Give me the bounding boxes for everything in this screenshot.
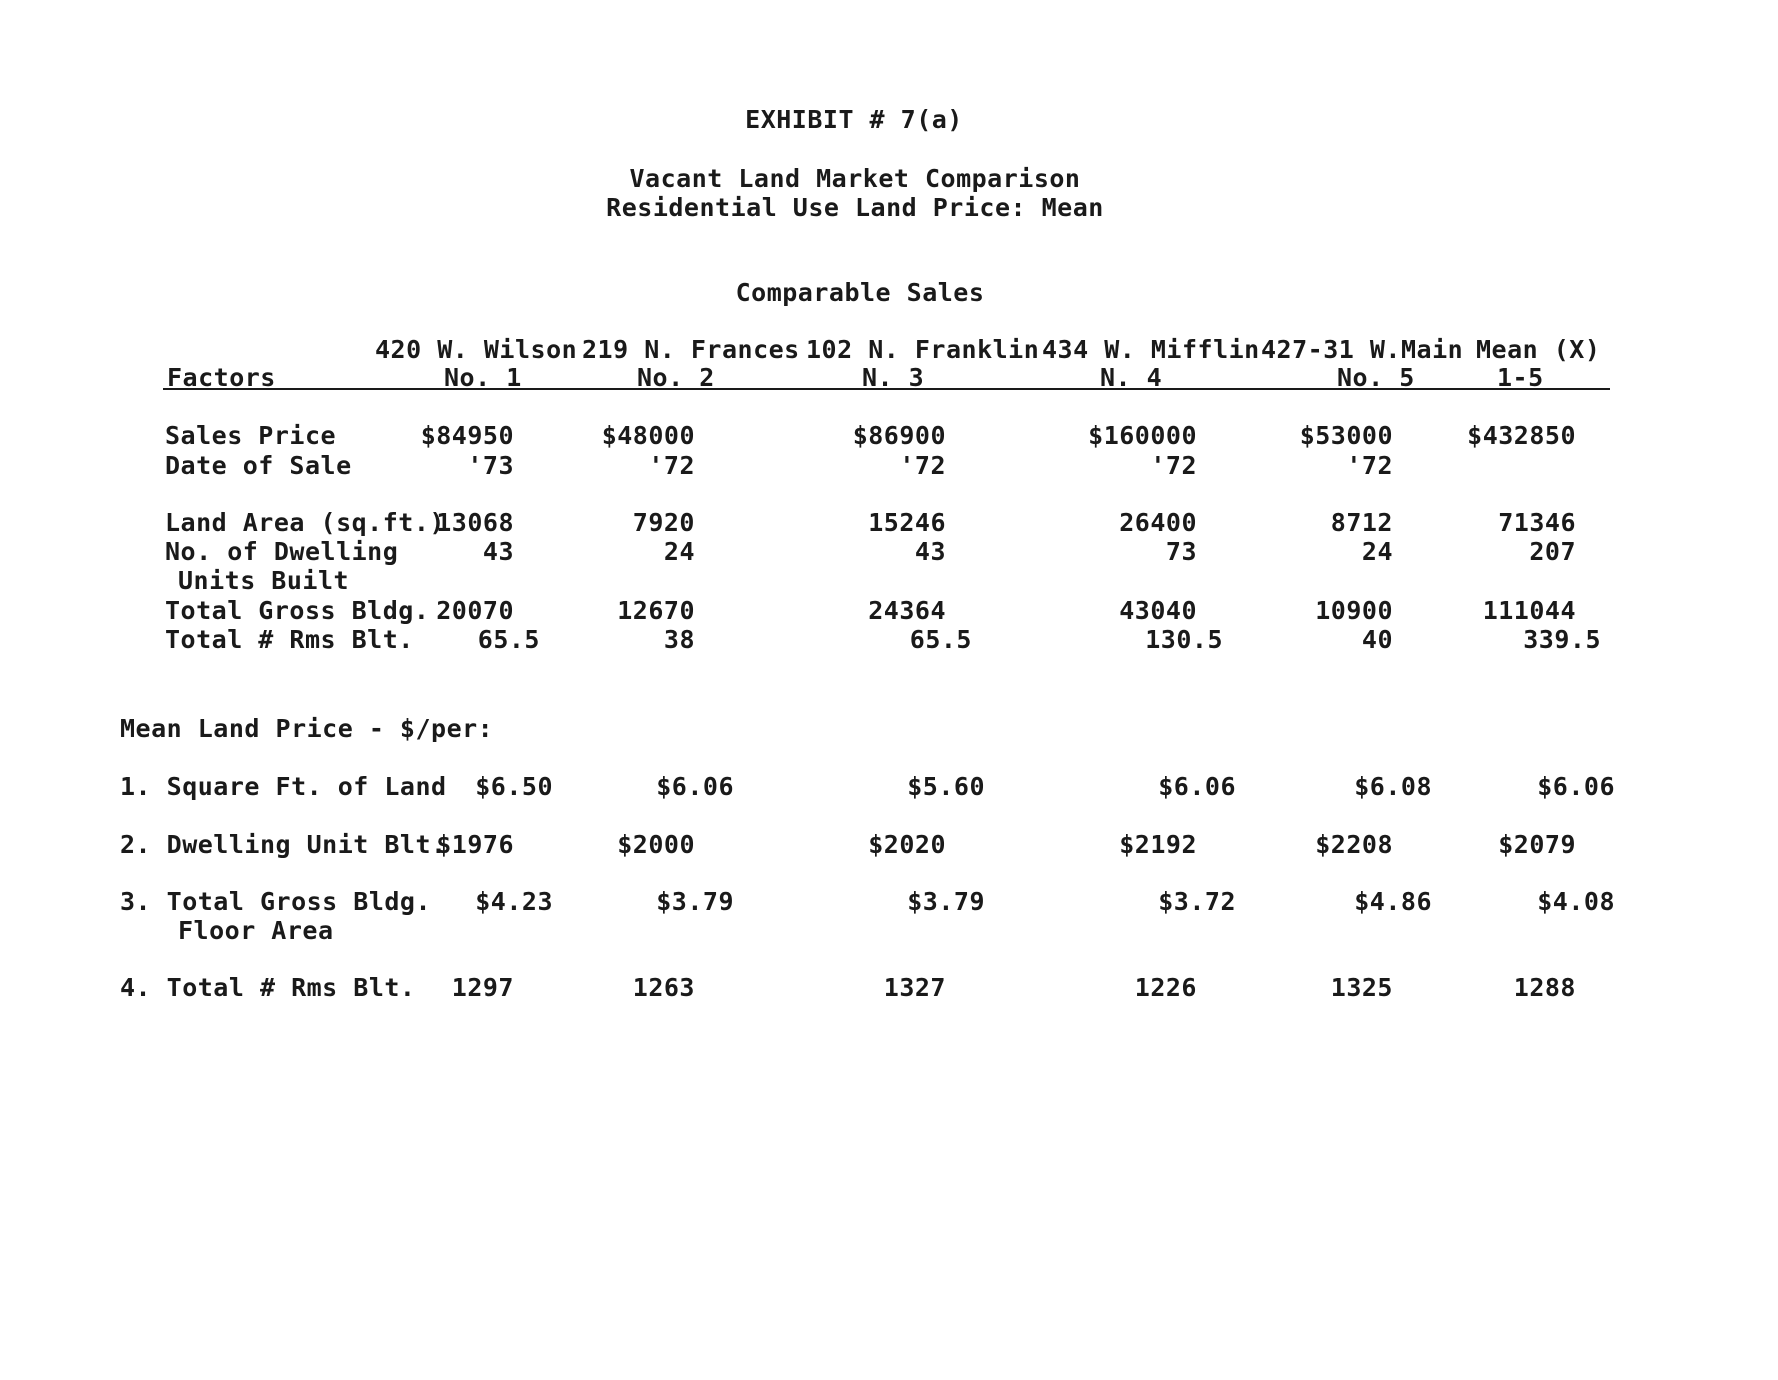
cell-per-gross-bldg-2: $3.79 (656, 887, 734, 916)
column-header-1-number: No. 1 (444, 363, 522, 392)
cell-per-dwelling-unit-6: $2079 (1498, 830, 1576, 859)
cell-per-dwelling-unit-5: $2208 (1315, 830, 1393, 859)
cell-dwelling-units-1: 43 (482, 537, 514, 566)
column-header-6-number: 1-5 (1497, 363, 1544, 392)
cell-dwelling-units-2: 24 (663, 537, 695, 566)
column-header-1-address: 420 W. Wilson (375, 335, 578, 364)
cell-per-room-5: 1325 (1330, 973, 1393, 1002)
cell-sales-price-1: $84950 (420, 421, 514, 450)
row-label-gross-bldg: Total Gross Bldg. (165, 596, 430, 625)
cell-gross-bldg-2: 12670 (617, 596, 695, 625)
cell-dwelling-units-6: 207 (1529, 537, 1576, 566)
column-header-4-address: 434 W. Mifflin (1042, 335, 1260, 364)
cell-per-square-ft-1: $6.50 (475, 772, 553, 801)
cell-gross-bldg-3: 24364 (868, 596, 946, 625)
column-header-5-number: No. 5 (1337, 363, 1415, 392)
cell-per-gross-bldg-4: $3.72 (1158, 887, 1236, 916)
cell-date-of-sale-2: '72 (648, 451, 695, 480)
row-label-per-gross-bldg: 3. Total Gross Bldg. (120, 887, 432, 916)
exhibit-number: EXHIBIT # 7(a) (745, 105, 963, 134)
mean-section-heading: Mean Land Price - $/per: (120, 714, 494, 743)
cell-gross-bldg-6: 111044 (1482, 596, 1576, 625)
column-header-6-address: Mean (X) (1476, 335, 1601, 364)
cell-rooms-2: 38 (663, 625, 695, 654)
cell-land-area-5: 8712 (1330, 508, 1393, 537)
cell-per-dwelling-unit-2: $2000 (617, 830, 695, 859)
cell-land-area-2: 7920 (632, 508, 695, 537)
cell-sales-price-2: $48000 (601, 421, 695, 450)
document-title: Vacant Land Market Comparison (629, 164, 1081, 193)
cell-per-gross-bldg-5: $4.86 (1354, 887, 1432, 916)
row-label-date-of-sale: Date of Sale (165, 451, 352, 480)
cell-date-of-sale-5: '72 (1346, 451, 1393, 480)
cell-dwelling-units-5: 24 (1361, 537, 1393, 566)
cell-gross-bldg-5: 10900 (1315, 596, 1393, 625)
section-heading: Comparable Sales (735, 278, 985, 307)
cell-land-area-3: 15246 (868, 508, 946, 537)
row-label-per-room: 4. Total # Rms Blt. (120, 973, 416, 1002)
cell-sales-price-4: $160000 (1088, 421, 1197, 450)
factors-header: Factors (167, 363, 276, 392)
cell-per-room-2: 1263 (632, 973, 695, 1002)
cell-per-gross-bldg-1: $4.23 (475, 887, 553, 916)
cell-rooms-6: 339.5 (1523, 625, 1601, 654)
cell-gross-bldg-4: 43040 (1119, 596, 1197, 625)
cell-rooms-4: 130.5 (1145, 625, 1223, 654)
column-header-3-address: 102 N. Franklin (806, 335, 1040, 364)
cell-per-dwelling-unit-4: $2192 (1119, 830, 1197, 859)
cell-per-square-ft-5: $6.08 (1354, 772, 1432, 801)
cell-per-dwelling-unit-1: $1976 (436, 830, 514, 859)
cell-per-square-ft-4: $6.06 (1158, 772, 1236, 801)
cell-sales-price-6: $432850 (1467, 421, 1576, 450)
column-header-4-number: N. 4 (1100, 363, 1163, 392)
cell-per-square-ft-2: $6.06 (656, 772, 734, 801)
cell-per-gross-bldg-6: $4.08 (1537, 887, 1615, 916)
header-rule (163, 388, 1610, 390)
row-label-dwelling-units: No. of Dwelling (165, 537, 399, 566)
row-label-per-gross-bldg-cont: Floor Area (178, 916, 334, 945)
cell-dwelling-units-3: 43 (914, 537, 946, 566)
cell-per-square-ft-6: $6.06 (1537, 772, 1615, 801)
cell-per-room-6: 1288 (1513, 973, 1576, 1002)
cell-date-of-sale-4: '72 (1150, 451, 1197, 480)
cell-sales-price-3: $86900 (852, 421, 946, 450)
cell-rooms-5: 40 (1361, 625, 1393, 654)
column-header-2-number: No. 2 (637, 363, 715, 392)
row-label-per-dwelling-unit: 2. Dwelling Unit Blt. (120, 830, 447, 859)
cell-per-room-3: 1327 (883, 973, 946, 1002)
cell-date-of-sale-1: '73 (467, 451, 514, 480)
row-label-sales-price: Sales Price (165, 421, 337, 450)
cell-land-area-6: 71346 (1498, 508, 1576, 537)
column-header-2-address: 219 N. Frances (582, 335, 800, 364)
row-label-per-square-ft: 1. Square Ft. of Land (120, 772, 447, 801)
cell-rooms-1: 65.5 (477, 625, 540, 654)
cell-sales-price-5: $53000 (1299, 421, 1393, 450)
cell-per-room-4: 1226 (1134, 973, 1197, 1002)
cell-per-gross-bldg-3: $3.79 (907, 887, 985, 916)
document-subtitle: Residential Use Land Price: Mean (606, 193, 1104, 222)
cell-per-square-ft-3: $5.60 (907, 772, 985, 801)
row-label-dwelling-units-cont: Units Built (178, 566, 350, 595)
cell-land-area-4: 26400 (1119, 508, 1197, 537)
column-header-3-number: N. 3 (862, 363, 925, 392)
cell-gross-bldg-1: 20070 (436, 596, 514, 625)
row-label-rooms: Total # Rms Blt. (165, 625, 414, 654)
row-label-land-area: Land Area (sq.ft.) (165, 508, 445, 537)
cell-per-room-1: 1297 (451, 973, 514, 1002)
cell-land-area-1: 13068 (436, 508, 514, 537)
column-header-5-address: 427-31 W.Main (1261, 335, 1464, 364)
cell-per-dwelling-unit-3: $2020 (868, 830, 946, 859)
cell-date-of-sale-3: '72 (899, 451, 946, 480)
cell-dwelling-units-4: 73 (1165, 537, 1197, 566)
cell-rooms-3: 65.5 (909, 625, 972, 654)
